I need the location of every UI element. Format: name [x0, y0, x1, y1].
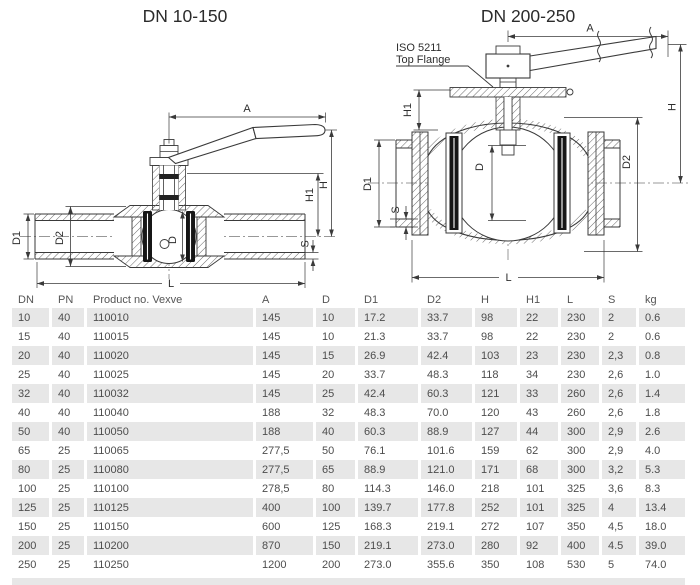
table-cell: 98: [475, 308, 517, 327]
table-cell: 26.9: [358, 346, 418, 365]
table-cell: 10: [316, 308, 355, 327]
table-cell: 530: [567, 558, 586, 571]
table-header: [12, 291, 685, 308]
table-cell: 25: [52, 460, 84, 479]
column-header: kg: [645, 294, 657, 306]
table-cell: 400: [256, 498, 313, 517]
table-cell: 2,9: [602, 422, 636, 441]
dim-label-h1: H1: [402, 102, 414, 118]
table-cell: 110080: [87, 460, 253, 479]
table-cell: 110020: [87, 346, 253, 365]
table-cell: 1.4: [639, 384, 685, 403]
table-cell: 33.7: [364, 368, 386, 381]
table-cell: 230: [561, 346, 599, 365]
table-cell: 33: [520, 384, 558, 403]
table-cell: 300: [567, 444, 586, 457]
table-cell: 40: [58, 330, 71, 343]
table-cell: 278,5: [262, 482, 290, 495]
dimension-table: [0, 291, 700, 574]
table-cell: 62: [526, 444, 539, 457]
table-cell: 125: [322, 520, 341, 533]
table-cell: 22: [526, 330, 539, 343]
dim-h: [667, 45, 687, 184]
table-cell: 22: [520, 308, 558, 327]
table-cell: 325: [561, 498, 599, 517]
table-cell: 110032: [87, 384, 253, 403]
table-cell: 101: [526, 482, 545, 495]
table-cell: 33.7: [421, 308, 472, 327]
table-cell: 33.7: [427, 330, 449, 343]
table-cell: 3,6: [608, 482, 624, 495]
table-cell: 110040: [93, 406, 129, 419]
table-cell: 70.0: [427, 406, 449, 419]
table-cell: 4,5: [608, 520, 624, 533]
table-cell: 277,5: [262, 444, 290, 457]
table-cell: 110050: [87, 422, 253, 441]
table-cell: 25: [58, 444, 71, 457]
table-cell: 8.3: [645, 482, 661, 495]
table-cell: 110200: [87, 536, 253, 555]
dim-h: [318, 130, 337, 237]
table-cell: 110010: [87, 308, 253, 327]
dim-label-h1: H1: [304, 187, 316, 203]
table-row: [12, 555, 685, 574]
table-cell: 145: [256, 308, 313, 327]
table-cell: 42.4: [358, 384, 418, 403]
table-cell: 110250: [93, 558, 129, 571]
table-cell: 1.0: [645, 368, 661, 381]
table-cell: 1.8: [645, 406, 661, 419]
dim-label-l: L: [505, 272, 512, 284]
table-cell: 48.3: [427, 368, 449, 381]
table-row: [12, 346, 685, 365]
table-cell: 188: [256, 422, 313, 441]
table-cell: 40: [52, 346, 84, 365]
table-cell: 25: [52, 536, 84, 555]
table-cell: 17.2: [358, 308, 418, 327]
table-cell: 230: [567, 368, 586, 381]
table-cell: 2,6: [602, 384, 636, 403]
table-row: [12, 517, 685, 536]
table-cell: 23: [520, 346, 558, 365]
column-header: Product no. Vexve: [93, 294, 183, 306]
table-cell: 15: [18, 330, 31, 343]
table-cell: 40: [52, 422, 84, 441]
left-valve-drawing: [0, 0, 350, 292]
table-cell: 121.0: [421, 460, 472, 479]
table-cell: 230: [561, 308, 599, 327]
table-cell: 15: [316, 346, 355, 365]
table-cell: 145: [262, 368, 281, 381]
table-header-row: [12, 291, 685, 308]
table-cell: 2,6: [608, 406, 624, 419]
table-cell: 110015: [93, 330, 129, 343]
table-cell: 25: [58, 558, 71, 571]
table-cell: 107: [526, 520, 545, 533]
table-cell: 98: [481, 330, 494, 343]
table-cell: 110025: [93, 368, 129, 381]
table-cell: 25: [58, 520, 71, 533]
dim-label-h: H: [666, 103, 679, 111]
table-row: [12, 384, 685, 403]
right-drawing-panel: [350, 0, 700, 292]
table-row: [12, 403, 685, 422]
table-cell: 159: [481, 444, 500, 457]
table-cell: 110125: [87, 498, 253, 517]
table-cell: 40: [18, 406, 31, 419]
table-row: [12, 479, 685, 498]
table-cell: 252: [475, 498, 517, 517]
table-row: [12, 365, 685, 384]
table-cell: 300: [561, 422, 599, 441]
table-cell: 5: [608, 558, 615, 571]
table-cell: 20: [322, 368, 335, 381]
table-cell: 40: [52, 308, 84, 327]
table-cell: 100: [316, 498, 355, 517]
table-cell: 125: [12, 498, 49, 517]
table-cell: 325: [567, 482, 586, 495]
table-cell: 110100: [93, 482, 129, 495]
table-cell: 120: [481, 406, 500, 419]
table-row: [12, 327, 685, 346]
dim-label-d2: D2: [621, 154, 633, 170]
table-row: [12, 460, 685, 479]
table-cell: 2,9: [608, 444, 624, 457]
table-cell: 177.8: [421, 498, 472, 517]
table-cell: 139.7: [358, 498, 418, 517]
table-cell: 60.3: [421, 384, 472, 403]
table-cell: 2.6: [639, 422, 685, 441]
table-cell: 272: [481, 520, 500, 533]
table-cell: 870: [256, 536, 313, 555]
table-cell: 350: [567, 520, 586, 533]
table-cell: 219.1: [427, 520, 455, 533]
table-cell: 25: [316, 384, 355, 403]
table-cell: 0.6: [639, 308, 685, 327]
table-row: [12, 308, 685, 327]
table-cell: 400: [561, 536, 599, 555]
table-cell: 168.3: [364, 520, 392, 533]
column-header: A: [262, 294, 270, 306]
table-cell: 40: [58, 406, 71, 419]
table-cell: 74.0: [645, 558, 667, 571]
table-cell: 60.3: [358, 422, 418, 441]
table-cell: 2: [608, 330, 615, 343]
table-cell: 25: [52, 498, 84, 517]
table-cell: 10: [12, 308, 49, 327]
left-drawing-panel: [0, 0, 350, 292]
table-cell: 4.0: [645, 444, 661, 457]
table-cell: 277,5: [256, 460, 313, 479]
dim-label-d2: D2: [54, 230, 66, 246]
table-cell: 118: [481, 368, 499, 381]
table-cell: 218: [481, 482, 500, 495]
table-cell: 5.3: [639, 460, 685, 479]
table-cell: 260: [561, 384, 599, 403]
column-header: D: [322, 294, 330, 306]
table-cell: 0.6: [645, 330, 661, 343]
table-cell: 171: [475, 460, 517, 479]
table-cell: 200: [12, 536, 49, 555]
table-cell: 150: [316, 536, 355, 555]
iso-note-line1: ISO 5211: [396, 42, 442, 54]
table-cell: 101: [520, 498, 558, 517]
table-cell: 145: [262, 330, 281, 343]
table-cell: 145: [256, 346, 313, 365]
table-cell: 145: [256, 384, 313, 403]
dim-label-a: A: [586, 22, 594, 35]
table-row: [12, 498, 685, 517]
dim-label-d: D: [474, 163, 486, 171]
table-cell: 10: [322, 330, 335, 343]
dim-label-h: H: [318, 181, 330, 189]
table-cell: 219.1: [358, 536, 418, 555]
table-cell: 230: [567, 330, 586, 343]
table-cell: 65: [316, 460, 355, 479]
iso-flange-note: [396, 42, 493, 87]
table-cell: 1200: [262, 558, 287, 571]
table-cell: 80: [322, 482, 335, 495]
left-stem: [150, 140, 188, 211]
table-cell: 2,6: [608, 368, 624, 381]
table-cell: 39.0: [639, 536, 685, 555]
table-row: [12, 422, 685, 441]
table-cell: 13.4: [639, 498, 685, 517]
table-cell: 600: [262, 520, 281, 533]
column-header: H1: [526, 294, 541, 306]
table-cell: 80: [12, 460, 49, 479]
table-cell: 300: [561, 460, 599, 479]
table-cell: 40: [58, 368, 71, 381]
table-cell: 88.9: [421, 422, 472, 441]
table-cell: 188: [262, 406, 281, 419]
table-cell: 0.8: [639, 346, 685, 365]
table-body: [12, 308, 685, 574]
table-cell: 273.0: [364, 558, 392, 571]
table-cell: 2,3: [602, 346, 636, 365]
dim-label-a: A: [243, 103, 251, 115]
table-cell: 20: [12, 346, 49, 365]
table-cell: 114.3: [364, 482, 391, 495]
table-cell: 50: [322, 444, 335, 457]
iso-note-leader-line: [396, 66, 493, 87]
table-cell: 110065: [93, 444, 129, 457]
partial-next-row: [12, 578, 685, 585]
table-cell: 21.3: [364, 330, 386, 343]
table-cell: 108: [526, 558, 545, 571]
right-drawing-title: DN 200-250: [480, 6, 576, 26]
column-header: D1: [364, 294, 379, 306]
table-cell: 280: [475, 536, 517, 555]
dimension-table-grid: [9, 291, 688, 574]
column-header: PN: [58, 294, 74, 306]
table-cell: 4: [602, 498, 636, 517]
table-cell: 32: [12, 384, 49, 403]
table-cell: 40: [52, 384, 84, 403]
table-cell: 127: [475, 422, 517, 441]
dim-label-d1: D1: [11, 230, 23, 246]
table-cell: 146.0: [427, 482, 455, 495]
right-valve-drawing: [350, 0, 700, 292]
table-cell: 76.1: [364, 444, 386, 457]
table-cell: 25: [18, 368, 31, 381]
table-cell: 40: [316, 422, 355, 441]
dim-label-s: S: [299, 240, 312, 248]
dim-label-l: L: [167, 278, 175, 290]
table-cell: 88.9: [358, 460, 418, 479]
column-header: S: [608, 294, 616, 306]
table-cell: 101.6: [427, 444, 455, 457]
column-header: H: [481, 294, 489, 306]
table-cell: 4.5: [602, 536, 636, 555]
table-cell: 65: [18, 444, 31, 457]
table-cell: 2: [602, 308, 636, 327]
dim-h1: [402, 90, 450, 130]
table-cell: 150: [18, 520, 37, 533]
table-cell: 48.3: [364, 406, 386, 419]
left-drawing-title: DN 10-150: [142, 6, 228, 26]
table-cell: 121: [475, 384, 517, 403]
table-cell: 25: [58, 482, 71, 495]
table-cell: 44: [520, 422, 558, 441]
table-cell: 350: [481, 558, 500, 571]
table-cell: 355.6: [427, 558, 455, 571]
table-cell: 103: [475, 346, 517, 365]
table-cell: 32: [322, 406, 335, 419]
table-row: [12, 536, 685, 555]
left-handle: [169, 125, 326, 164]
table-cell: 92: [520, 536, 558, 555]
table-cell: 100: [18, 482, 37, 495]
table-cell: 43: [526, 406, 539, 419]
column-header: D2: [427, 294, 442, 306]
table-cell: 34: [526, 368, 539, 381]
table-cell: 200: [322, 558, 341, 571]
table-cell: 68: [520, 460, 558, 479]
column-header: L: [567, 294, 574, 306]
table-row: [12, 441, 685, 460]
table-cell: 50: [12, 422, 49, 441]
dim-label-d1: D1: [362, 176, 374, 192]
table-cell: 110150: [93, 520, 129, 533]
table-cell: 273.0: [421, 536, 472, 555]
dim-label-s: S: [390, 206, 402, 214]
table-cell: 250: [18, 558, 37, 571]
column-header: DN: [18, 294, 34, 306]
dim-label-d: D: [167, 236, 179, 244]
iso-note-line2: Top Flange: [396, 54, 451, 66]
table-cell: 260: [567, 406, 586, 419]
table-cell: 3,2: [602, 460, 636, 479]
table-cell: 42.4: [421, 346, 472, 365]
table-cell: 18.0: [645, 520, 667, 533]
